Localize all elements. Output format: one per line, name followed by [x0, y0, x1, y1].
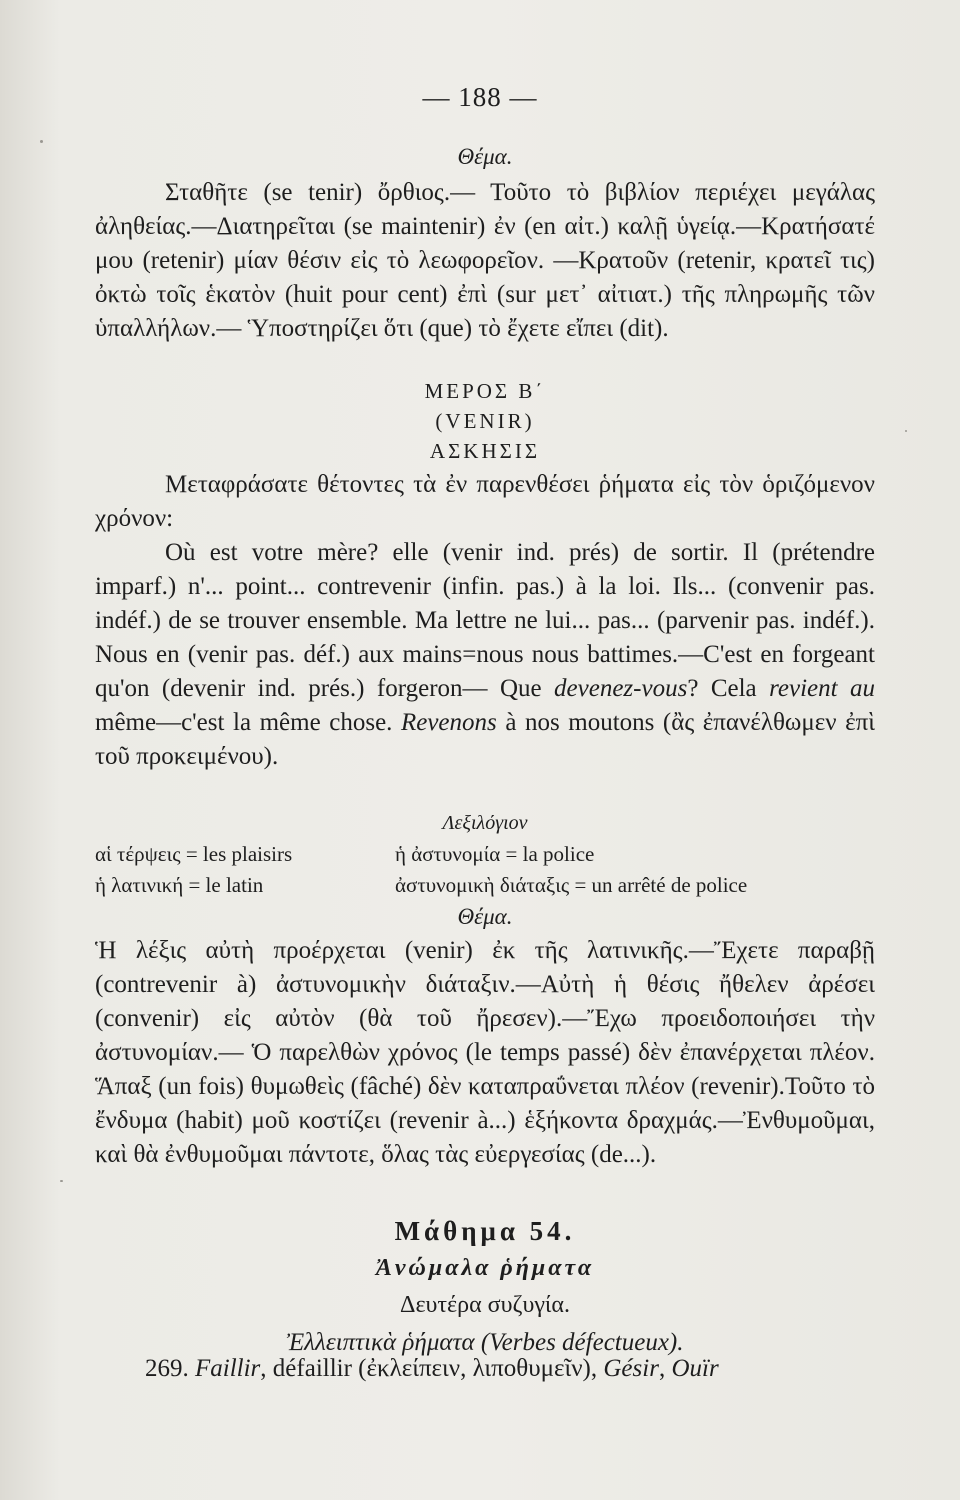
- theme-1-text: Σταθῆτε (se tenir) ὄρθιος.— Τοῦτο τὸ βιβλίον περιέχει μεγάλας ἀληθείας.—Διατηρεῖται (se maintenir) ἐν (en αἰτ.) καλῇ ὑγείᾳ.—Κρατήσατέ μου (retenir) μίαν θέσιν εἰς τὸ λεωφορεῖον. —Κρατοῦν (retenir, κρατεῖ τις) ὀκτὼ τοῖς ἑκατὸν (huit pour cent) ἐπὶ (sur μετ᾽ αἰτιατ.) τῆς πληρωμῆς τῶν ὑπαλλήλων.— Ὑποστηρίζει ὅτι (que) τὸ ἔχετε εἴπει (dit).: [95, 179, 875, 342]
- exercise-italic-2: revient au: [769, 675, 875, 702]
- instruction-text: Μεταφράσατε θέτοντες τὰ ἐν παρενθέσει ῥήματα εἰς τὸν ὁριζόμενον χρόνον:: [95, 471, 875, 532]
- vocabulary-item: ἡ ἀστυνομία = la police: [395, 842, 595, 866]
- paper-speck: [60, 1180, 63, 1182]
- exercise-italic-3: Revenons: [400, 709, 497, 736]
- exercise-block: [95, 536, 875, 774]
- lesson-title: Μάθημα 54.: [394, 1216, 576, 1246]
- theme-2-block: [95, 904, 875, 1172]
- part-heading-block: [95, 376, 875, 466]
- paragraph-269: [95, 1352, 875, 1386]
- exercise-part-4: à nos moutons (ἂς ἐπανέλθωμεν ἐπὶ τοῦ προκειμένου).: [95, 709, 875, 770]
- exercise-italic-1: devenez-vous: [554, 675, 688, 702]
- exercise-part-2: ? Cela: [687, 675, 770, 702]
- part-title: ΜΕΡΟΣ Β΄: [424, 379, 546, 403]
- vocabulary-row: [95, 839, 875, 870]
- exercise-part-3: même—c'est la même chose.: [95, 709, 401, 736]
- defective-french: (Verbes défectueux).: [480, 1329, 684, 1356]
- vocabulary-item: αἱ τέρψεις = les plaisirs: [95, 842, 293, 866]
- verb-title: (VENIR): [435, 409, 535, 433]
- paragraph-number: 269.: [145, 1355, 189, 1382]
- page-number: — 188 —: [422, 82, 538, 112]
- paragraph-269-text: [95, 1352, 875, 1386]
- verb-faillir: Faillir: [195, 1355, 261, 1382]
- vocabulary-item: ἀστυνομικὴ διάταξις = un arrêté de police: [395, 873, 748, 897]
- lesson-block: [95, 1216, 875, 1357]
- theme-2-text: Ἡ λέξις αὐτὴ προέρχεται (venir) ἐκ τῆς λατινικῆς.—Ἔχετε παραβῇ (contrevenir à) ἀστυνομικὴν διάταξιν.—Αὐτὴ ἡ θέσις ἤθελεν ἀρέσει (convenir) εἰς αὐτὸν (θὰ τοῦ ἤρεσεν).—Ἔχω προειδοποιήσει τὴν ἀστυνομίαν.— Ὁ παρελθὼν χρόνος (le temps passé) δὲν ἐπανέρχεται πλέον. Ἅπαξ (un fois) θυμωθεὶς (fâché) δὲν καταπραΰνεται πλέον (revenir).Τοῦτο τὸ ἔνδυμα (habit) μοῦ κοστίζει (revenir à...) ἑξήκοντα δραχμάς.—Ἐνθυμοῦμαι, καὶ θὰ ἐνθυμοῦμαι πάντοτε, ὅλας τὰς εὐεργεσίας (de...).: [95, 937, 875, 1168]
- vocabulary-heading: Λεξιλόγιον: [442, 812, 528, 834]
- lesson-subtitle: Ἀνώμαλα ῥήματα: [375, 1255, 595, 1281]
- theme-1-block: [95, 144, 875, 346]
- exercise-title: ΑΣΚΗΣΙΣ: [429, 439, 541, 463]
- paragraph-269-middle: , défaillir (ἐκλείπειν, λιποθυμεῖν),: [260, 1355, 604, 1382]
- paper-speck: [905, 430, 907, 432]
- vocabulary-row: [95, 870, 875, 901]
- verb-ouir: Ouïr: [671, 1355, 719, 1382]
- exercise-text: [95, 536, 875, 774]
- conjugation-title: Δευτέρα συζυγία.: [400, 1292, 570, 1318]
- exercise-part-1: Où est votre mère? elle (venir ind. prés) de sortir. Il (prétendre imparf.) n'... point... contrevenir (infin. pas.) à la loi. Ils... (convenir pas. indéf.) de se trouver ensemble. Ma lettre ne lui... pas... (parvenir pas. indéf.). Nous en (venir pas. déf.) aux mains=nous nous battimes.—C'est en forgeant qu'on (devenir ind. prés.) forgeron— Que: [95, 539, 875, 702]
- paragraph-269-comma: ,: [658, 1355, 672, 1382]
- theme-2-heading: Θέμα.: [457, 904, 513, 929]
- vocabulary-block: [95, 812, 875, 901]
- vocabulary-item: ἡ λατινική = le latin: [95, 873, 264, 897]
- paper-speck: [40, 140, 43, 143]
- theme-1-heading: Θέμα.: [457, 144, 513, 169]
- defective-greek: Ἐλλειπτικὰ ῥήματα: [286, 1329, 475, 1356]
- instruction-block: [95, 468, 875, 536]
- verb-gesir: Gésir: [603, 1355, 659, 1382]
